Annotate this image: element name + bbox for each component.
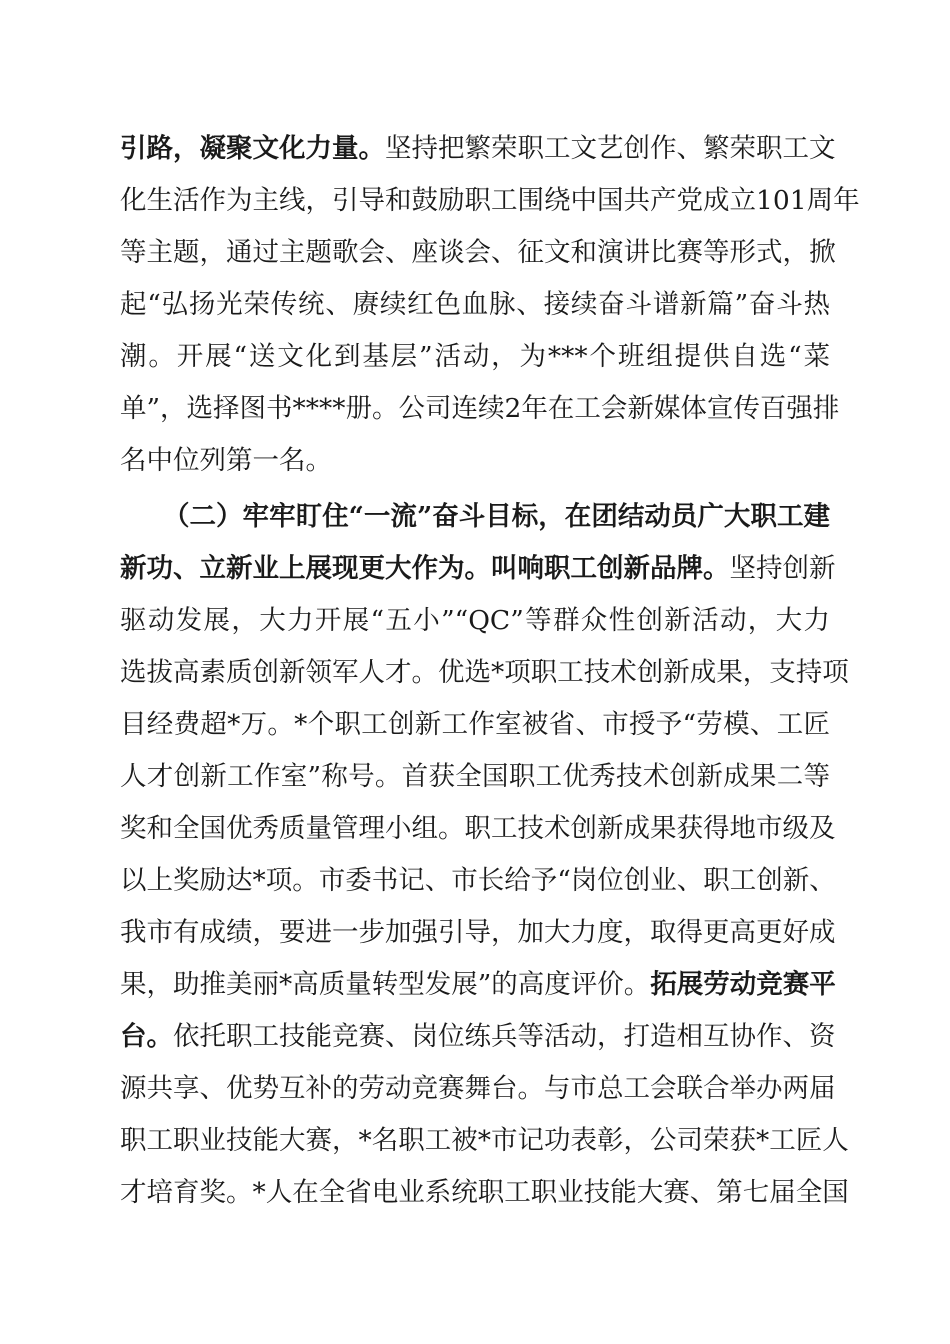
bold-heading: 引路，凝聚文化力量。: [120, 133, 385, 164]
text-line: 奖和全国优秀质量管理小组。职工技术创新成果获得地市级及: [120, 813, 836, 844]
text-line: 等主题，通过主题歌会、座谈会、征文和演讲比赛等形式，掀: [120, 237, 836, 268]
body-text: 果，助推美丽*高质量转型发展”的高度评价。: [120, 969, 651, 1000]
text-line: 潮。开展“送文化到基层”活动，为***个班组提供自选“菜: [120, 341, 830, 372]
text-line: 名中位列第一名。: [120, 445, 332, 476]
text-line: 目经费超*万。*个职工创新工作室被省、市授予“劳模、工匠: [120, 709, 830, 740]
text-line: 人才创新工作室”称号。首获全国职工优秀技术创新成果二等: [120, 761, 830, 792]
text-line: 职工职业技能大赛，*名职工被*市记功表彰，公司荣获*工匠人: [120, 1125, 849, 1156]
text-line: [120, 549, 836, 589]
body-text: 坚持创新: [729, 553, 836, 584]
bold-heading: 新功、立新业上展现更大作为。叫响职工创新品牌。: [120, 553, 730, 584]
text-line: 化生活作为主线，引导和鼓励职工围绕中国共产党成立101周年: [120, 185, 860, 216]
text-line: 起“弘扬光荣传统、赓续红色血脉、接续奋斗谱新篇”奋斗热: [120, 289, 830, 320]
text-line: 单”，选择图书****册。公司连续2年在工会新媒体宣传百强排: [120, 393, 840, 424]
body-text: 坚持把繁荣职工文艺创作、繁荣职工文: [385, 133, 836, 164]
text-line: [120, 965, 836, 1005]
text-line: 源共享、优势互补的劳动竞赛舞台。与市总工会联合举办两届: [120, 1073, 836, 1104]
text-line: 才培育奖。*人在全省电业系统职工职业技能大赛、第七届全国: [120, 1177, 849, 1208]
text-line: 以上奖励达*项。市委书记、市长给予“岗位创业、职工创新、: [120, 865, 836, 896]
text-line: 我市有成绩，要进一步加强引导，加大力度，取得更高更好成: [120, 917, 836, 948]
body-text: 依托职工技能竞赛、岗位练兵等活动，打造相互协作、资: [173, 1021, 836, 1052]
text-line: 驱动发展，大力开展“五小”“QC”等群众性创新活动，大力: [120, 605, 830, 636]
text-line: [120, 129, 836, 169]
text-line: 选拔高素质创新领军人才。优选*项职工技术创新成果，支持项: [120, 657, 849, 688]
bold-heading: 台。: [120, 1021, 173, 1052]
bold-heading: 拓展劳动竞赛平: [650, 969, 836, 1000]
section-heading: （二）牢牢盯住“一流”奋斗目标，在团结动员广大职工建: [163, 501, 830, 532]
text-line: [120, 1017, 836, 1057]
